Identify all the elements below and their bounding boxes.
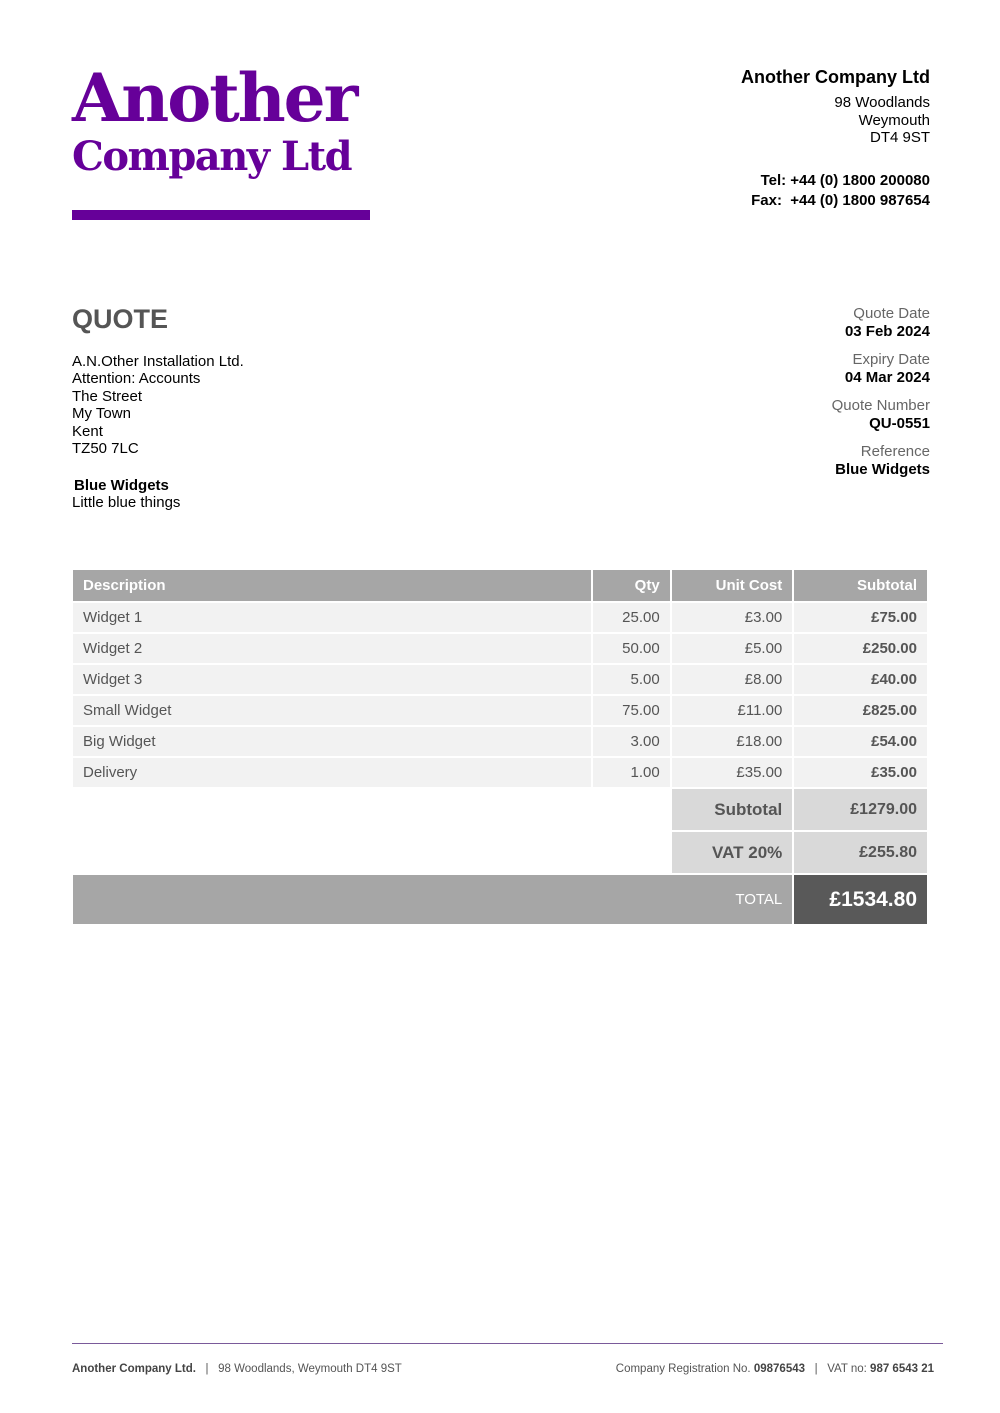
footer-separator: |	[808, 1363, 824, 1375]
quote-meta	[710, 305, 930, 489]
document-title: QUOTE	[72, 304, 169, 334]
item-unit-cost: £11.00	[672, 696, 793, 725]
table-row	[73, 603, 927, 632]
item-qty: 3.00	[593, 727, 670, 756]
header-qty: Qty	[593, 570, 670, 601]
item-unit-cost: £35.00	[672, 758, 793, 787]
company-logo	[72, 59, 370, 180]
company-tel: Tel: +44 (0) 1800 200080	[760, 171, 930, 189]
customer-line: A.N.Other Installation Ltd.	[72, 353, 244, 370]
item-subtotal: £35.00	[794, 758, 927, 787]
footer-address: 98 Woodlands, Weymouth DT4 9ST	[218, 1363, 402, 1375]
footer-right	[616, 1363, 934, 1375]
item-subtotal: £40.00	[794, 665, 927, 694]
footer-vat-label: VAT no:	[827, 1363, 867, 1375]
item-subtotal: £825.00	[794, 696, 927, 725]
item-subtotal: £250.00	[794, 634, 927, 663]
customer-line: Kent	[72, 422, 103, 440]
footer-separator: |	[199, 1363, 215, 1375]
table-header-row	[73, 570, 927, 601]
item-description: Small Widget	[73, 696, 591, 725]
company-contact	[741, 171, 930, 211]
table-row	[73, 727, 927, 756]
subtotal-label: Subtotal	[672, 789, 793, 830]
customer-line: My Town	[72, 405, 131, 423]
company-name: Another Company Ltd	[741, 67, 930, 87]
total-label: TOTAL	[73, 875, 792, 924]
quote-date-label: Quote Date	[853, 305, 930, 322]
customer-line: The Street	[72, 387, 143, 405]
item-description: Widget 1	[73, 603, 591, 632]
item-description: Big Widget	[73, 727, 591, 756]
subtotal-row	[73, 789, 927, 830]
subtotal-amount: £1279.00	[794, 789, 927, 830]
quote-date-value: 03 Feb 2024	[844, 323, 930, 340]
project-description: Little blue things	[72, 494, 181, 512]
customer-address	[72, 353, 244, 457]
item-qty: 5.00	[593, 665, 670, 694]
vat-row	[73, 832, 927, 873]
table-row	[73, 696, 927, 725]
quote-number-label: Quote Number	[831, 397, 930, 414]
item-description: Widget 3	[73, 665, 591, 694]
logo-underline-bar	[72, 210, 370, 220]
header-unit-cost: Unit Cost	[672, 570, 793, 601]
expiry-date-value: 04 Mar 2024	[844, 369, 930, 386]
company-details	[741, 66, 930, 211]
item-qty: 25.00	[593, 603, 670, 632]
table-row	[73, 665, 927, 694]
header-description: Description	[73, 570, 591, 601]
logo-line-1: Another	[72, 59, 357, 137]
company-address-line: Weymouth	[858, 111, 930, 129]
reference-label: Reference	[860, 443, 930, 460]
item-unit-cost: £8.00	[672, 665, 793, 694]
total-row	[73, 875, 927, 924]
item-qty: 1.00	[593, 758, 670, 787]
spacer	[73, 789, 670, 830]
footer-company: Another Company Ltd.	[72, 1363, 196, 1375]
reference-value: Blue Widgets	[835, 461, 930, 478]
item-unit-cost: £18.00	[672, 727, 793, 756]
expiry-date-label: Expiry Date	[852, 351, 930, 368]
footer-divider	[72, 1343, 943, 1344]
total-amount: £1534.80	[794, 875, 927, 924]
company-address-line: DT4 9ST	[869, 129, 930, 146]
quote-number-value: QU-0551	[869, 415, 930, 432]
project-name: Blue Widgets	[74, 477, 169, 494]
item-qty: 50.00	[593, 634, 670, 663]
item-unit-cost: £5.00	[672, 634, 793, 663]
item-unit-cost: £3.00	[672, 603, 793, 632]
item-description: Delivery	[73, 758, 591, 787]
item-subtotal: £75.00	[794, 603, 927, 632]
header-subtotal: Subtotal	[794, 570, 927, 601]
company-fax: Fax: +44 (0) 1800 987654	[751, 191, 930, 209]
project-info	[72, 477, 180, 512]
footer-vat-number: 987 6543 21	[870, 1363, 934, 1375]
footer-reg-label: Company Registration No.	[615, 1363, 751, 1375]
vat-amount: £255.80	[794, 832, 927, 873]
logo-line-2: Company Ltd	[72, 133, 352, 180]
item-description: Widget 2	[73, 634, 591, 663]
spacer	[73, 832, 670, 873]
footer-left	[72, 1363, 402, 1375]
customer-line: Attention: Accounts	[72, 370, 201, 388]
item-qty: 75.00	[593, 696, 670, 725]
footer-reg-number: 09876543	[753, 1363, 806, 1375]
item-subtotal: £54.00	[794, 727, 927, 756]
table-row	[73, 634, 927, 663]
vat-label: VAT 20%	[672, 832, 793, 873]
customer-line: TZ50 7LC	[72, 440, 139, 458]
line-items-table	[71, 568, 929, 926]
company-address-line: 98 Woodlands	[834, 94, 930, 111]
table-row	[73, 758, 927, 787]
